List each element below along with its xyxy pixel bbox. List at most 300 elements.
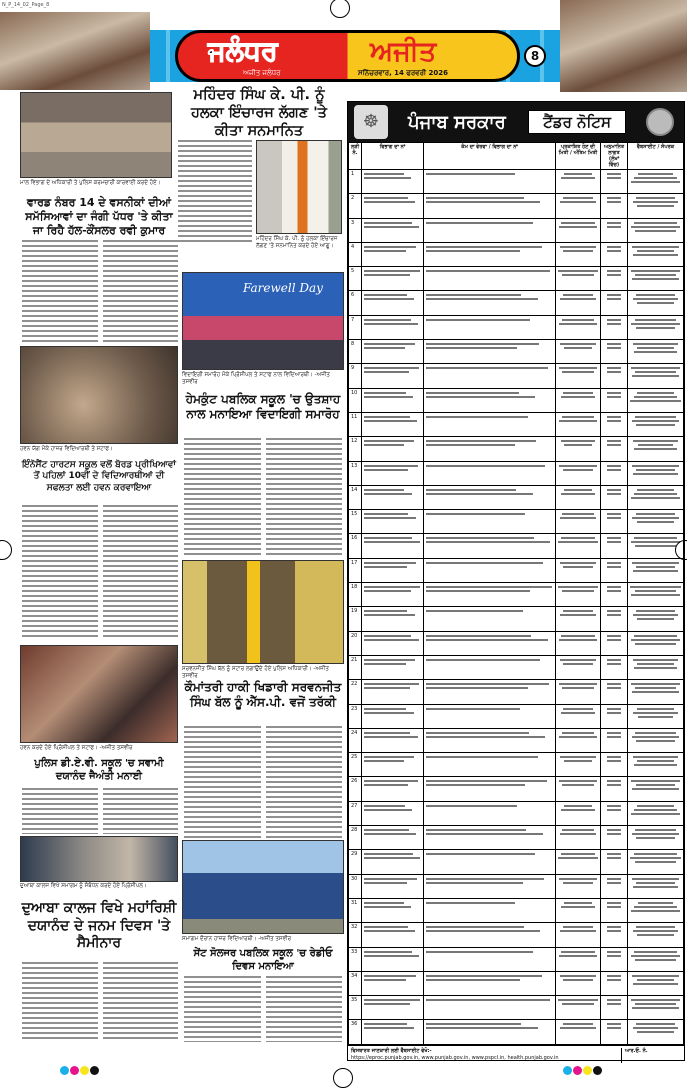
- row-number: 4: [349, 242, 362, 266]
- text-line: [631, 813, 681, 815]
- cell: [424, 218, 556, 242]
- cell: [601, 510, 628, 534]
- text-line: [364, 420, 417, 422]
- text-line: [364, 760, 404, 762]
- cell: [556, 291, 601, 315]
- text-line: [558, 857, 598, 859]
- text-line: [564, 444, 592, 446]
- row-number: 14: [349, 485, 362, 509]
- cell: [424, 170, 556, 194]
- text-line: [633, 254, 677, 256]
- text-line: [364, 756, 414, 758]
- row-number: 31: [349, 898, 362, 922]
- cell: [362, 534, 424, 558]
- cell: [424, 680, 556, 704]
- text-line: [635, 416, 676, 418]
- cell: [601, 437, 628, 461]
- text-line: [635, 687, 676, 689]
- cell: [362, 242, 424, 266]
- cell: [362, 583, 424, 607]
- text-line: [562, 513, 593, 515]
- text-line: [364, 784, 408, 786]
- cell: [556, 607, 601, 631]
- text-line: [636, 1023, 674, 1025]
- photo-dav-havan: [20, 645, 178, 743]
- masthead-title-paper: ਅਜੀਤ: [370, 36, 437, 67]
- text-line: [634, 448, 676, 450]
- text-line: [632, 562, 679, 564]
- cell: [556, 170, 601, 194]
- text-line: [364, 906, 411, 908]
- text-line: [426, 440, 536, 442]
- cell: [628, 826, 684, 850]
- text-line: [426, 975, 542, 977]
- table-row: [349, 510, 684, 534]
- cell: [601, 680, 628, 704]
- text-line: [631, 541, 681, 543]
- cell: [362, 996, 424, 1020]
- text-line: [636, 740, 675, 742]
- cell: [362, 218, 424, 242]
- text-line: [364, 226, 419, 228]
- registration-mark-icon: [333, 1068, 353, 1088]
- row-number: 5: [349, 267, 362, 291]
- cell: [362, 340, 424, 364]
- column-header: ਅਨੁਮਾਨਿਤ ਲਾਗਤ (ਲੱਖਾਂ ਵਿੱਚ): [601, 143, 628, 170]
- text-line: [634, 537, 677, 539]
- text-line: [426, 736, 545, 738]
- cell: [601, 631, 628, 655]
- text-line: [633, 886, 678, 888]
- text-line: [426, 197, 524, 199]
- row-number: 11: [349, 412, 362, 436]
- caption-kp: ਮਹਿੰਦਰ ਸਿੰਘ ਕੇ. ਪੀ. ਨੂੰ ਹਲਕਾ ਇੰਚਾਰਜ ਲੱਗਣ 'ਤੇ ਸਨਮਾਨਿਤ ਕਰਦੇ ਹੋਏ ਆਗੂ।: [256, 236, 338, 250]
- text-line: [607, 930, 620, 932]
- table-row: [349, 1020, 684, 1044]
- caption-innocent: ਹਵਨ ਯੱਗ ਮੌਕੇ ਹਾਜ਼ਰ ਵਿਦਿਆਰਥੀ ਤੇ ਸਟਾਫ।: [20, 446, 113, 452]
- table-row: [349, 340, 684, 364]
- text-line: [607, 833, 620, 835]
- cell: [601, 388, 628, 412]
- tender-title: ਟੈਂਡਰ ਨੋਟਿਸ: [528, 110, 626, 134]
- text-line: [564, 489, 592, 491]
- text-line: [560, 614, 596, 616]
- text-line: [561, 493, 595, 495]
- text-line: [635, 230, 676, 232]
- text-line: [558, 999, 597, 1001]
- text-line: [634, 635, 676, 637]
- cell: [556, 510, 601, 534]
- cell: [628, 850, 684, 874]
- table-row: [349, 267, 684, 291]
- text-line: [634, 764, 677, 766]
- row-number: 23: [349, 704, 362, 728]
- text-line: [635, 861, 677, 863]
- page-number: 8: [524, 45, 546, 67]
- row-number: 9: [349, 364, 362, 388]
- text-line: [426, 635, 531, 637]
- cell: [628, 801, 684, 825]
- text-line: [426, 659, 540, 661]
- table-row: [349, 315, 684, 339]
- cell: [362, 631, 424, 655]
- text-line: [561, 906, 594, 908]
- cell: [362, 461, 424, 485]
- text-line: [559, 736, 597, 738]
- table-row: [349, 631, 684, 655]
- cell: [556, 242, 601, 266]
- table-row: [349, 801, 684, 825]
- text-line: [562, 371, 594, 373]
- text-line: [364, 562, 416, 564]
- text-line: [564, 760, 592, 762]
- cell: [556, 728, 601, 752]
- row-number: 2: [349, 194, 362, 218]
- text-line: [563, 1023, 593, 1025]
- text-line: [364, 298, 414, 300]
- text-line: [633, 343, 678, 345]
- row-number: 3: [349, 218, 362, 242]
- footer-links[interactable]: https://eproc.punjab.gov.in, www.punjab.gov.in, www.pspcl.in, health.punjab.gov.in: [351, 1055, 559, 1062]
- cell: [601, 242, 628, 266]
- cell: [628, 753, 684, 777]
- cell: [556, 874, 601, 898]
- cell: [556, 315, 601, 339]
- text-line: [562, 1003, 594, 1005]
- row-number: 27: [349, 801, 362, 825]
- text-line: [564, 347, 593, 349]
- text-line: [637, 489, 673, 491]
- text-line: [631, 910, 680, 912]
- text-line: [607, 955, 620, 957]
- text-line: [634, 222, 677, 224]
- cell: [362, 898, 424, 922]
- text-line: [607, 610, 620, 612]
- row-number: 24: [349, 728, 362, 752]
- text-line: [364, 1003, 410, 1005]
- text-line: [635, 545, 676, 547]
- cell: [628, 267, 684, 291]
- text-line: [607, 444, 620, 446]
- cell: [556, 680, 601, 704]
- text-line: [634, 853, 678, 855]
- text-line: [561, 951, 595, 953]
- text-line: [559, 465, 597, 467]
- row-number: 26: [349, 777, 362, 801]
- cell: [424, 655, 556, 679]
- government-name: ਪੰਜਾਬ ਸਰਕਾਰ: [408, 111, 506, 133]
- text-line: [426, 586, 552, 588]
- text-line: [637, 250, 675, 252]
- text-line: [635, 829, 675, 831]
- text-line: [364, 712, 414, 714]
- table-row: [349, 534, 684, 558]
- cell: [424, 437, 556, 461]
- cell: [628, 291, 684, 315]
- text-line: [634, 351, 677, 353]
- cell: [628, 485, 684, 509]
- text-line: [607, 906, 620, 908]
- cell: [556, 898, 601, 922]
- text-line: [637, 347, 674, 349]
- text-line: [364, 586, 420, 588]
- text-line: [426, 784, 525, 786]
- cell: [362, 558, 424, 582]
- text-line: [607, 493, 620, 495]
- text-line: [364, 687, 410, 689]
- seal-icon: [646, 108, 674, 136]
- photo-farewell: [182, 272, 344, 370]
- text-line: [633, 983, 677, 985]
- cell: [424, 242, 556, 266]
- masthead-title-city: ਜਲੰਧਰ: [208, 36, 278, 67]
- cell: [628, 340, 684, 364]
- text-line: [364, 416, 410, 418]
- cell: [362, 826, 424, 850]
- text-line: [426, 999, 550, 1001]
- text-line: [426, 541, 550, 543]
- building-photo-right: [560, 0, 687, 92]
- text-line: [637, 708, 675, 710]
- cell: [628, 437, 684, 461]
- color-bar-icon: [60, 1060, 100, 1079]
- cell: [601, 558, 628, 582]
- text-line: [426, 392, 519, 394]
- cell: [362, 412, 424, 436]
- text-line: [426, 979, 520, 981]
- cell: [424, 801, 556, 825]
- text-line: [559, 323, 597, 325]
- article-text-hockey: [184, 726, 342, 838]
- cell: [424, 996, 556, 1020]
- cell: [628, 558, 684, 582]
- cell: [601, 364, 628, 388]
- text-line: [635, 319, 677, 321]
- text-line: [607, 736, 620, 738]
- text-line: [426, 347, 517, 349]
- table-row: [349, 923, 684, 947]
- cell: [424, 607, 556, 631]
- cell: [362, 437, 424, 461]
- cell: [424, 898, 556, 922]
- text-line: [637, 392, 674, 394]
- cell: [601, 704, 628, 728]
- text-line: [426, 294, 521, 296]
- cell: [601, 655, 628, 679]
- text-line: [364, 805, 405, 807]
- text-line: [426, 250, 520, 252]
- text-line: [364, 222, 412, 224]
- table-row: [349, 218, 684, 242]
- cell: [601, 850, 628, 874]
- text-line: [426, 416, 528, 418]
- cell: [424, 728, 556, 752]
- text-line: [633, 473, 679, 475]
- table-row: [349, 437, 684, 461]
- cell: [556, 388, 601, 412]
- text-line: [364, 396, 413, 398]
- text-line: [637, 521, 675, 523]
- cell: [556, 971, 601, 995]
- row-number: 32: [349, 923, 362, 947]
- text-line: [364, 853, 413, 855]
- text-line: [635, 590, 677, 592]
- row-number: 21: [349, 655, 362, 679]
- text-line: [426, 270, 550, 272]
- text-line: [364, 319, 411, 321]
- text-line: [634, 951, 677, 953]
- text-line: [607, 371, 620, 373]
- text-line: [426, 537, 534, 539]
- cell: [601, 996, 628, 1020]
- text-line: [558, 586, 598, 588]
- caption-hockey: ਸਰਵਨਜੀਤ ਸਿੰਘ ਬੱਲ ਨੂੰ ਸਟਾਰ ਲਗਾਉਂਦੇ ਹੋਏ ਪੁਲਿਸ ਅਧਿਕਾਰੀ। -ਅਜੀਤ ਤਸਵੀਰ: [182, 666, 329, 680]
- cell: [601, 947, 628, 971]
- text-line: [607, 902, 620, 904]
- text-line: [632, 975, 678, 977]
- text-line: [426, 780, 547, 782]
- cell: [628, 1020, 684, 1044]
- cell: [362, 947, 424, 971]
- registration-mark-icon: [0, 540, 12, 560]
- text-line: [364, 465, 418, 467]
- text-line: [607, 979, 620, 981]
- cell: [556, 340, 601, 364]
- text-line: [364, 371, 409, 373]
- text-line: [607, 999, 620, 1001]
- text-line: [607, 639, 620, 641]
- cell: [424, 850, 556, 874]
- cell: [601, 898, 628, 922]
- cell: [628, 364, 684, 388]
- headline-hemkunt: ਹੇਮਕੁੰਟ ਪਬਲਿਕ ਸਕੂਲ 'ਚ ਉਤਸ਼ਾਹ ਨਾਲ ਮਨਾਇਆ ਵਿਦਾਇਗੀ ਸਮਾਰੋਹ: [185, 392, 341, 421]
- table-row: [349, 704, 684, 728]
- text-line: [607, 951, 620, 953]
- row-number: 33: [349, 947, 362, 971]
- text-line: [607, 683, 620, 685]
- ro-number: ਆਰ.ਓ. ਨੰ.: [621, 1048, 681, 1063]
- text-line: [636, 327, 676, 329]
- cell: [556, 631, 601, 655]
- cell: [424, 412, 556, 436]
- text-line: [607, 784, 620, 786]
- text-line: [636, 610, 675, 612]
- text-line: [364, 639, 419, 641]
- text-line: [426, 833, 543, 835]
- text-line: [607, 756, 620, 758]
- row-number: 30: [349, 874, 362, 898]
- column-header: ਪ੍ਰਕਾਸ਼ਿਤ ਹੋਣ ਦੀ ਮਿਤੀ / ਅੰਤਿਮ ਮਿਤੀ: [556, 143, 601, 170]
- cell: [601, 485, 628, 509]
- row-number: 25: [349, 753, 362, 777]
- table-row: [349, 194, 684, 218]
- text-line: [607, 590, 620, 592]
- text-line: [563, 882, 593, 884]
- text-line: [426, 902, 515, 904]
- row-number: 28: [349, 826, 362, 850]
- text-line: [607, 367, 620, 369]
- text-line: [559, 226, 598, 228]
- text-line: [426, 319, 530, 321]
- text-line: [364, 197, 408, 199]
- text-line: [632, 278, 680, 280]
- text-line: [558, 541, 597, 543]
- cell: [601, 801, 628, 825]
- text-line: [561, 396, 595, 398]
- text-line: [364, 975, 416, 977]
- text-line: [364, 610, 407, 612]
- cell: [556, 704, 601, 728]
- text-line: [426, 493, 533, 495]
- cell: [628, 704, 684, 728]
- cell: [362, 170, 424, 194]
- text-line: [559, 367, 597, 369]
- cell: [601, 315, 628, 339]
- cell: [628, 655, 684, 679]
- cell: [556, 801, 601, 825]
- text-line: [426, 513, 525, 515]
- text-line: [634, 493, 677, 495]
- text-line: [561, 177, 594, 179]
- tender-footer: [348, 1045, 684, 1065]
- text-line: [607, 635, 620, 637]
- text-line: [636, 837, 674, 839]
- text-line: [607, 659, 620, 661]
- cell: [601, 170, 628, 194]
- cell: [601, 923, 628, 947]
- table-row: [349, 850, 684, 874]
- text-line: [631, 226, 680, 228]
- text-line: [607, 323, 620, 325]
- text-line: [632, 833, 679, 835]
- text-line: [364, 541, 420, 543]
- text-line: [630, 586, 680, 588]
- text-line: [607, 541, 620, 543]
- text-line: [630, 400, 680, 402]
- text-line: [364, 683, 419, 685]
- table-row: [349, 777, 684, 801]
- text-line: [632, 517, 678, 519]
- text-line: [426, 367, 548, 369]
- text-line: [364, 659, 415, 661]
- cell: [601, 583, 628, 607]
- table-row: [349, 170, 684, 194]
- text-line: [562, 829, 594, 831]
- text-line: [426, 805, 517, 807]
- text-line: [364, 809, 412, 811]
- text-line: [632, 465, 680, 467]
- cell: [362, 364, 424, 388]
- cell: [628, 607, 684, 631]
- cell: [601, 340, 628, 364]
- table-row: [349, 485, 684, 509]
- headline-doaba: ਦੁਆਬਾ ਕਾਲਜ ਵਿਖੇ ਮਹਾਂਰਿਸ਼ੀ ਦਯਾਨੰਦ ਦੇ ਜਨਮ ਦਿਵਸ 'ਤੇ ਸੈਮੀਨਾਰ: [21, 900, 177, 951]
- cell: [556, 194, 601, 218]
- text-line: [364, 440, 414, 442]
- text-line: [364, 833, 416, 835]
- tender-notice-ad: [347, 101, 685, 1061]
- text-line: [607, 1003, 620, 1005]
- text-line: [633, 570, 678, 572]
- text-line: [607, 392, 620, 394]
- text-line: [426, 562, 543, 564]
- cell: [601, 1020, 628, 1044]
- text-line: [607, 177, 620, 179]
- text-line: [630, 857, 680, 859]
- text-line: [561, 440, 596, 442]
- table-row: [349, 971, 684, 995]
- cell: [556, 826, 601, 850]
